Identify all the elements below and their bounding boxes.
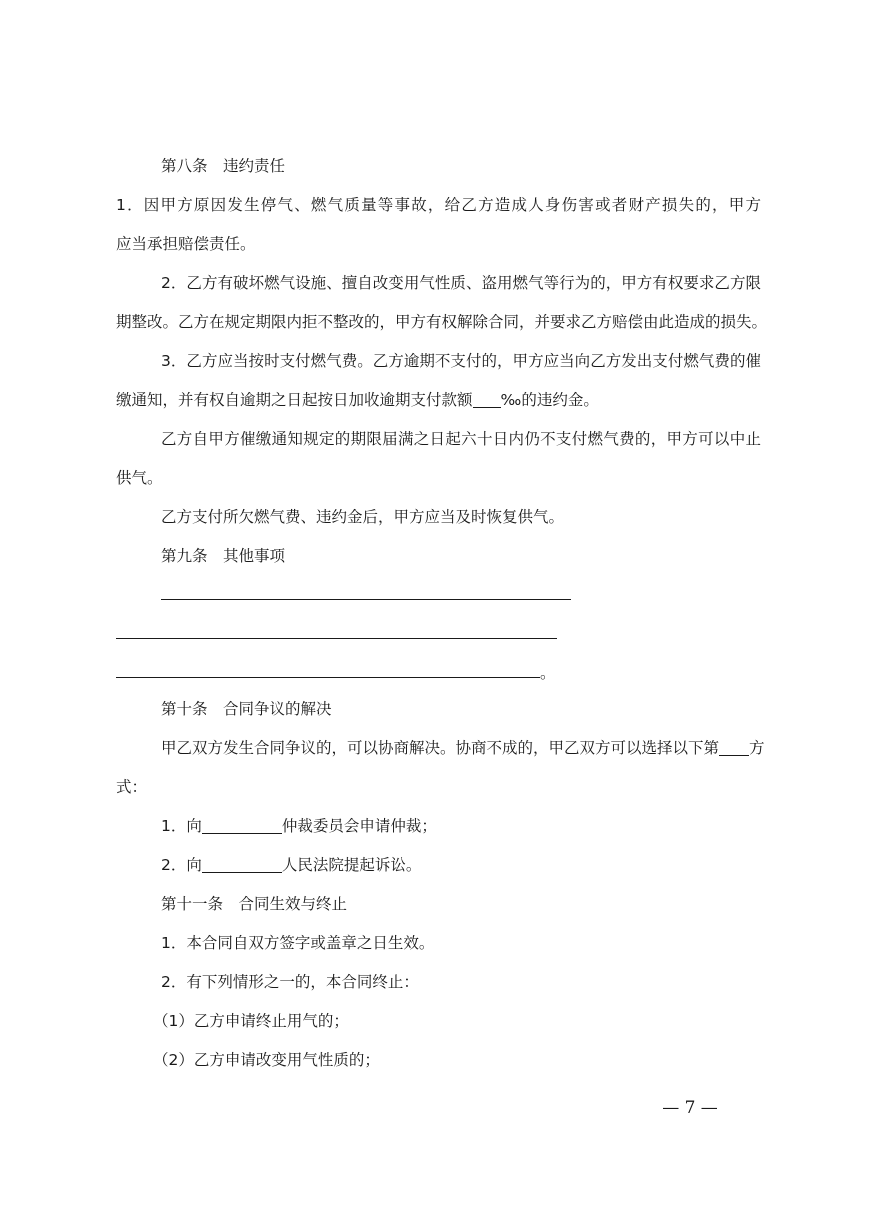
art11-item-1: （1）乙方申请终止用气的；: [153, 1012, 349, 1030]
article-10-heading: 第十条 合同争议的解决: [161, 700, 332, 718]
art10-para1-tail: 方: [749, 739, 765, 757]
art10-option-1-text: 仲裁委员会申请仲裁；: [281, 817, 437, 835]
art11-clause2: 2．有下列情形之一的，本合同终止：: [161, 973, 419, 991]
art8-para4-line2: 供气。: [116, 469, 163, 487]
other-matters-blank-line-1[interactable]: [161, 599, 571, 600]
art10-option-2-text: 人民法院提起诉讼。: [281, 856, 422, 874]
art10-para1-text: 甲乙双方发生合同争议的，可以协商解决。协商不成的，甲乙双方可以选择以下第: [161, 739, 720, 757]
art10-para1-line1: [161, 737, 765, 759]
penalty-rate-blank[interactable]: [473, 391, 501, 408]
art10-option-2-prefix: 2．向: [161, 856, 202, 874]
art8-clause2-line1: 2．乙方有破坏燃气设施、擅自改变用气性质、盗用燃气等行为的，甲方有权要求乙方限: [161, 274, 761, 292]
other-matters-blank-line-3[interactable]: [116, 677, 540, 678]
art10-option-1: [161, 815, 437, 837]
art10-para1-line2: 式：: [116, 778, 148, 796]
art10-option-2: [161, 854, 421, 876]
art9-end-mark: 。: [540, 664, 556, 682]
art8-clause1-line2: 应当承担赔偿责任。: [116, 235, 256, 253]
art8-clause3-line2-tail: ‰的违约金。: [500, 391, 599, 409]
art8-clause1-line1: 1．因甲方原因发生停气、燃气质量等事故，给乙方造成人身伤害或者财产损失的，甲方: [116, 196, 761, 214]
art8-clause3-line2: [116, 389, 599, 411]
art8-para5: 乙方支付所欠燃气费、违约金后，甲方应当及时恢复供气。: [161, 508, 565, 526]
art8-clause2-line2: 期整改。乙方在规定期限内拒不整改的，甲方有权解除合同，并要求乙方赔偿由此造成的损失。: [116, 313, 768, 331]
art11-item-2: （2）乙方申请改变用气性质的；: [153, 1051, 380, 1069]
court-name-blank[interactable]: [202, 856, 282, 873]
art11-clause1: 1．本合同自双方签字或盖章之日生效。: [161, 934, 435, 952]
art8-para4-line1: 乙方自甲方催缴通知规定的期限届满之日起六十日内仍不支付燃气费的，甲方可以中止: [161, 430, 761, 448]
art10-option-1-prefix: 1．向: [161, 817, 202, 835]
arbitration-commission-blank[interactable]: [202, 817, 282, 834]
other-matters-blank-line-2[interactable]: [116, 638, 557, 639]
art10-para1-blank-group: [719, 737, 765, 759]
article-11-heading: 第十一条 合同生效与终止: [161, 895, 348, 913]
art8-clause3-line1: 3．乙方应当按时支付燃气费。乙方逾期不支付的，甲方应当向乙方发出支付燃气费的催: [161, 352, 761, 370]
article-9-heading: 第九条 其他事项: [161, 547, 286, 565]
art8-clause3-line2-text: 缴通知，并有权自逾期之日起按日加收逾期支付款额: [116, 391, 473, 409]
article-8-heading: 第八条 违约责任: [161, 157, 286, 175]
page-number: — 7 —: [662, 1098, 718, 1118]
resolution-method-blank[interactable]: [719, 739, 749, 756]
